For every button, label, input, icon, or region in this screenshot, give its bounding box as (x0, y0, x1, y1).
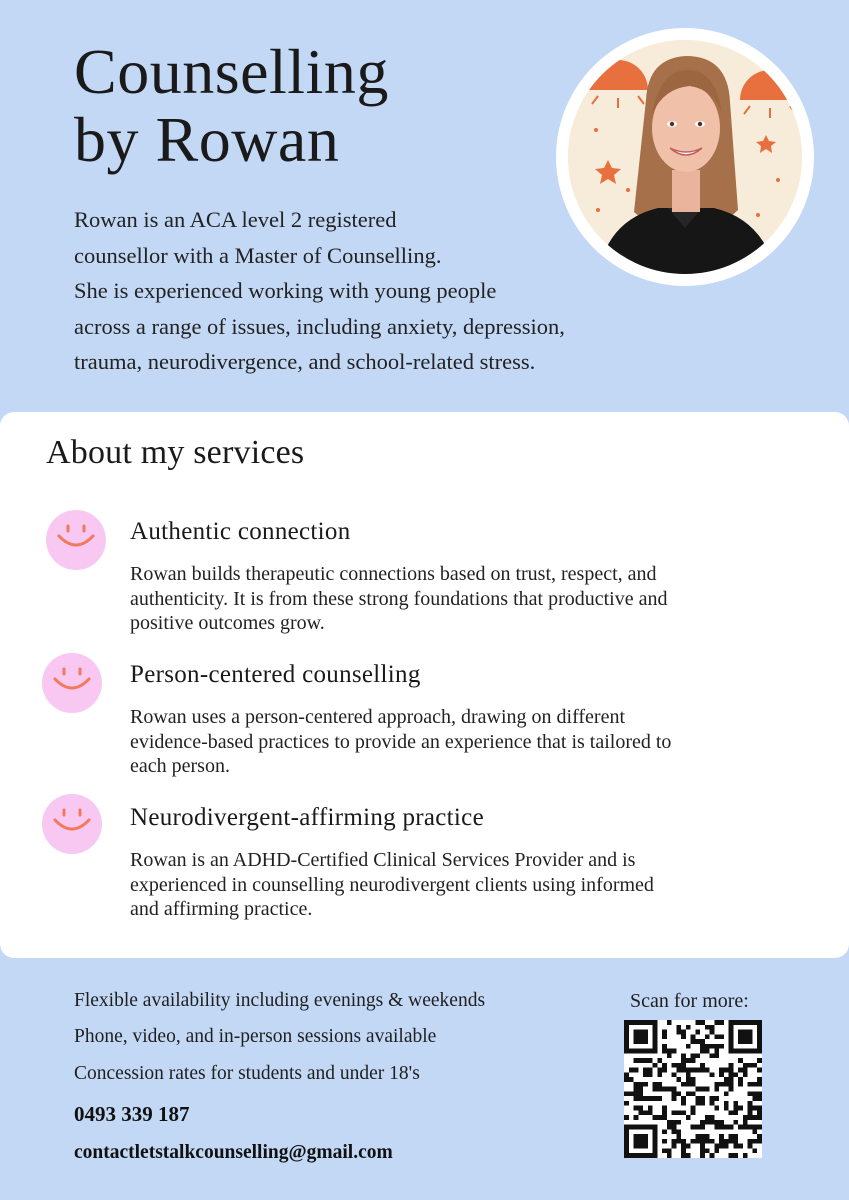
description-line: Rowan is an ADHD-Certified Clinical Services Provider and is (130, 849, 636, 871)
description-line: each person. (130, 755, 230, 777)
intro-line: counsellor with a Master of Counselling. (74, 242, 442, 268)
description-line: Rowan builds therapeutic connections based on trust, respect, and (130, 563, 657, 585)
service-description (130, 562, 810, 636)
title-line-2: by Rowan (74, 104, 340, 175)
description-line: positive outcomes grow. (130, 612, 325, 634)
smiley-icon (46, 510, 106, 570)
services-card (0, 412, 849, 958)
concession-text: Concession rates for students and under 18's (74, 1063, 420, 1084)
service-title: Authentic connection (130, 518, 351, 545)
qr-code[interactable] (624, 1020, 762, 1158)
service-title: Person-centered counselling (130, 661, 421, 688)
service-description (130, 705, 810, 779)
page-title (74, 38, 389, 174)
intro-line: across a range of issues, including anxiety, depression, (74, 313, 565, 339)
intro-line: She is experienced working with young people (74, 278, 497, 303)
service-description (130, 848, 810, 922)
intro-line: Rowan is an ACA level 2 registered (74, 207, 397, 232)
scan-label: Scan for more: (630, 990, 749, 1012)
description-line: experienced in counselling neurodivergent clients using informed (130, 873, 654, 896)
service-title: Neurodivergent-affirming practice (130, 804, 484, 831)
session-types-text: Phone, video, and in-person sessions available (74, 1026, 437, 1047)
description-line: evidence-based practices to provide an experience that is tailored to (130, 730, 672, 753)
phone-number[interactable]: 0493 339 187 (74, 1102, 190, 1126)
description-line: and affirming practice. (130, 898, 313, 920)
portrait-frame (556, 28, 814, 286)
portrait-photo (568, 40, 802, 274)
availability-text: Flexible availability including evenings & weekends (74, 990, 486, 1011)
description-line: Rowan uses a person-centered approach, drawing on different (130, 706, 625, 728)
email-address[interactable]: contactletstalkcounselling@gmail.com (74, 1142, 393, 1163)
smiley-icon (42, 794, 102, 854)
title-line-1: Counselling (74, 36, 389, 107)
services-heading: About my services (46, 434, 305, 471)
description-line: authenticity. It is from these strong foundations that productive and (130, 587, 668, 610)
intro-line: trauma, neurodivergence, and school-related stress. (74, 349, 536, 374)
smiley-icon (42, 653, 102, 713)
